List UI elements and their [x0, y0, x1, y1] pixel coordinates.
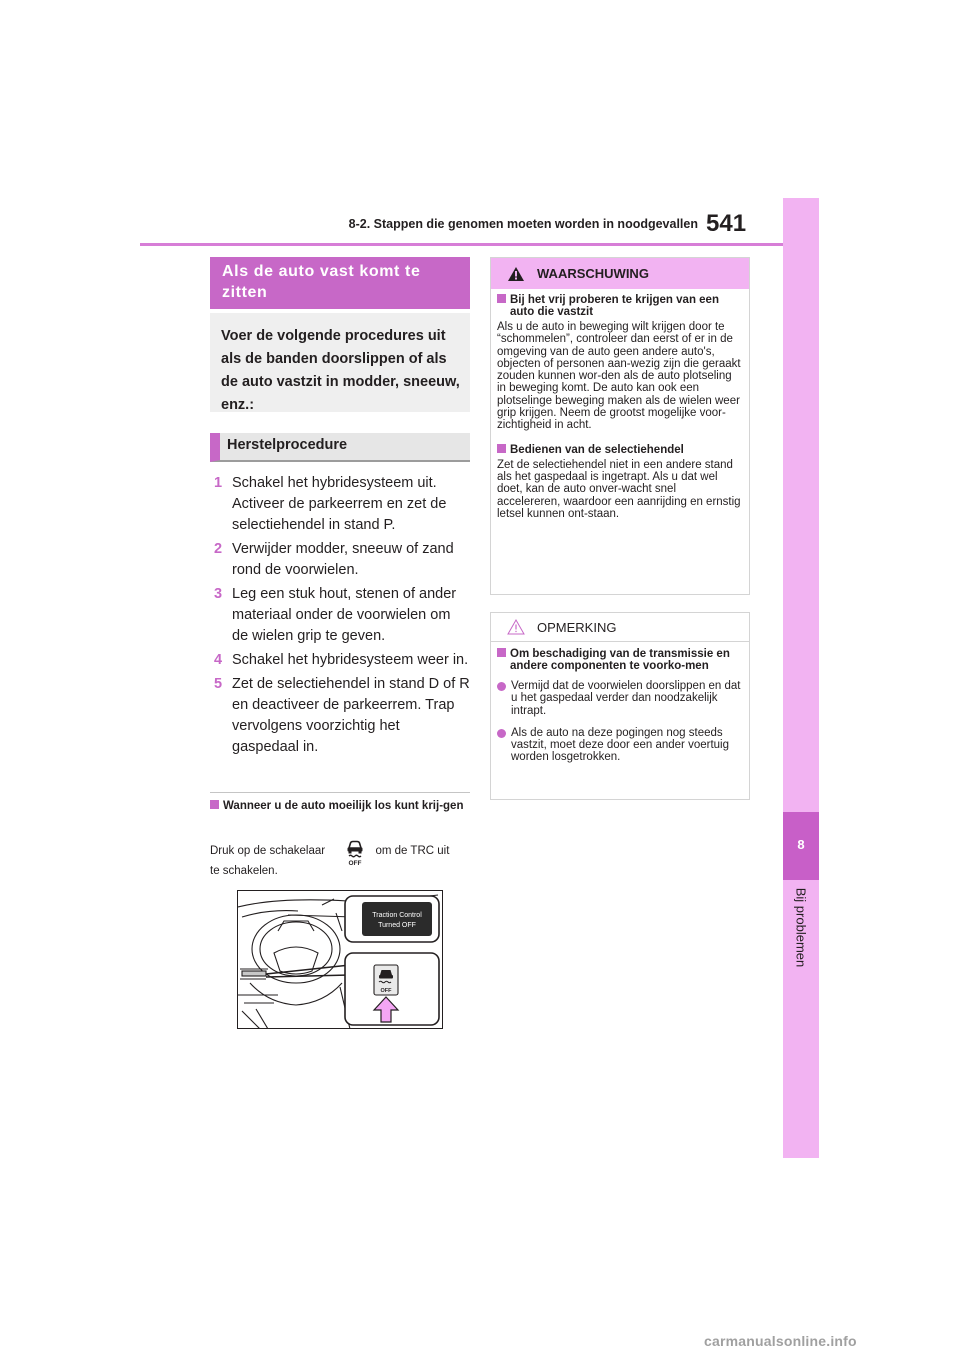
notice-bullet: [497, 727, 741, 764]
trc-off-label: OFF: [348, 860, 362, 866]
section-heading: Als de auto vast komt te zitten: [210, 257, 470, 309]
header-rule: [140, 243, 783, 246]
step-number: 3: [214, 586, 223, 602]
step-text: Schakel het hybridesysteem uit. Activeer de parkeerrem en zet de selectiehendel in stand P.: [232, 475, 447, 533]
step-item: [214, 674, 470, 758]
procedure-heading: Herstelprocedure: [210, 433, 470, 462]
chapter-label: Bij problemen: [793, 887, 809, 968]
round-bullet-icon: [497, 682, 506, 691]
chapter-number: 8: [797, 837, 805, 852]
step-item: [214, 584, 470, 647]
notice-bullet: [497, 680, 741, 717]
note-text-line1: [210, 845, 449, 857]
notice-bullet-text: Vermijd dat de voorwielen doorslippen en dat u het gaspedaal verder dan noodzakelijk intrapt.: [511, 680, 741, 717]
trc-off-icon: [344, 838, 366, 866]
button-off-label: OFF: [380, 988, 392, 994]
step-number: 5: [214, 676, 223, 692]
notice-title: [497, 648, 741, 672]
step-text: Leg een stuk hout, stenen of ander materiaal onder de voorwielen om de wielen grip te geven.: [232, 586, 457, 644]
page-number: 541: [706, 210, 747, 237]
note-divider: [210, 792, 470, 793]
square-bullet-icon: [497, 444, 506, 453]
warning-item-title-text: Bij het vrij proberen te krijgen van een auto die vastzit: [510, 294, 719, 318]
notice-title-text: Om beschadiging van de transmissie en andere componenten te voorko-men: [510, 648, 730, 672]
note-text-line2: te schakelen.: [210, 865, 278, 877]
warning-header: [491, 258, 749, 289]
step-number: 2: [214, 541, 223, 557]
warning-item-text: Als u de auto in beweging wilt krijgen door te “schommelen”, controleer dan eerst of er in de omgeving van de auto geen andere auto's, objecten of personen aan-wezig zijn die geraakt zouden kunnen wor-den als de auto plotseling in beweging komt. De auto kan ook een plotselinge beweging maken als de wielen weer grip krijgen. Neem de grootst mogelijke voor-zichtigheid in acht.: [497, 321, 741, 432]
step-text: Schakel het hybridesysteem weer in.: [232, 652, 469, 668]
display-line1: Traction Control: [372, 912, 422, 919]
note-text-before: Druk op de schakelaar: [210, 845, 326, 857]
chapter-tab: [783, 198, 819, 1158]
warning-body: [491, 289, 749, 520]
warning-item-text: Zet de selectiehendel niet in een andere stand als het gaspedaal is ingetrapt. Als u dat wel doet, kan de auto onver-wacht snel accelereren, waardoor een aanrijding en ernstig letsel kunnen ont-staan.: [497, 458, 741, 520]
notice-box: [490, 612, 750, 800]
round-bullet-icon: [497, 729, 506, 738]
warning-heading: WAARSCHUWING: [537, 266, 649, 281]
warning-triangle-icon: [507, 266, 525, 282]
square-bullet-icon: [210, 800, 219, 809]
note-title: [210, 800, 472, 813]
notice-heading: OPMERKING: [537, 619, 617, 635]
caution-triangle-icon: [507, 619, 525, 635]
warning-box: [490, 257, 750, 595]
warning-item-title: [497, 444, 741, 456]
notice-body: [491, 642, 749, 764]
watermark: carmanualsonline.info: [704, 1333, 857, 1349]
step-item: [214, 473, 470, 536]
note-title-text: Wanneer u de auto moeilijk los kunt krij-gen: [223, 800, 464, 812]
warning-item-title: [497, 294, 741, 318]
dashboard-drawing: [238, 891, 443, 1029]
notice-header: [491, 613, 749, 642]
dashboard-illustration: [237, 890, 443, 1029]
square-bullet-icon: [497, 648, 506, 657]
steps-list: [214, 473, 470, 761]
note-text-after: om de TRC uit: [375, 845, 450, 857]
step-number: 1: [214, 475, 223, 491]
display-line2: Turned OFF: [378, 922, 416, 929]
notice-bullet-text: Als de auto na deze pogingen nog steeds vastzit, moet deze door een ander voertuig worden losgetrokken.: [511, 726, 729, 764]
step-item: [214, 539, 470, 581]
step-text: Verwijder modder, sneeuw of zand rond de voorwielen.: [232, 541, 454, 578]
square-bullet-icon: [497, 294, 506, 303]
step-text: Zet de selectiehendel in stand D of R en deactiveer de parkeerrem. Trap vervolgens voorzichtig het gaspedaal in.: [232, 676, 470, 755]
step-item: [214, 650, 470, 671]
warning-item-title-text: Bedienen van de selectiehendel: [510, 443, 684, 456]
section-title: 8-2. Stappen die genomen moeten worden in noodgevallen: [348, 217, 698, 231]
step-number: 4: [214, 652, 223, 668]
intro-text: Voer de volgende procedures uit als de banden doorslippen of als de auto vastzit in modder, sneeuw, enz.:: [210, 313, 470, 412]
